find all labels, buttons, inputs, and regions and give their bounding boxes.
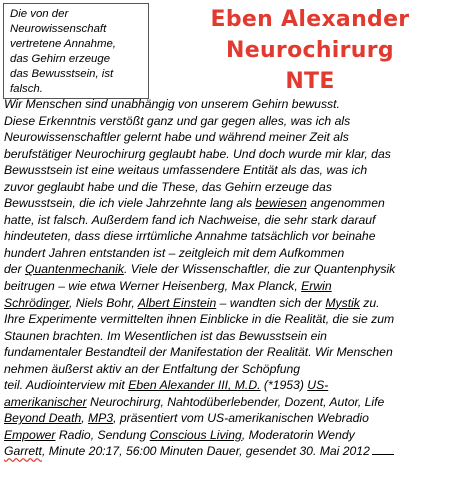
body-line: nehmen äußerst aktiv an der Entfaltung der Schöpfung <box>4 361 301 376</box>
link-erwin-schroedinger[interactable]: Erwin <box>301 279 332 294</box>
quote-line: das Bewusstsein, ist <box>10 68 114 80</box>
title-name: Eben Alexander <box>210 7 410 32</box>
spellcheck-word: Garrett <box>4 444 42 459</box>
link-empower[interactable]: Empower <box>4 427 56 442</box>
page-title <box>170 4 450 97</box>
quote-line: vertretene Annahme, <box>10 38 116 50</box>
body-line: Neurowissenschaftler gelernt habe und während meiner Zeit als <box>4 130 349 145</box>
body-line: berufstätiger Neurochirurg geglaubt habe. Und doch wurde mir klar, das <box>4 146 391 161</box>
body-line: zuvor geglaubt habe und die These, das Gehirn erzeuge das <box>4 179 332 194</box>
body-line <box>4 295 456 312</box>
body-line <box>4 261 456 278</box>
body-line <box>4 195 456 212</box>
link-life-beyond-death[interactable]: Beyond Death <box>4 411 82 426</box>
body-text-segment: , Minute 20:17, 56:00 Minuten Dauer, gesendet 30. Mai 2012 <box>41 444 370 459</box>
body-text-segment: , <box>81 411 89 426</box>
link-quantenmechanik[interactable]: Quantenmechanik <box>25 262 124 277</box>
link-mystik[interactable]: Mystik <box>325 295 360 310</box>
body-line: hatte, ist falsch. Außerdem fand ich Nachweise, die sehr stark darauf <box>4 212 376 227</box>
body-text-segment: angenommen <box>306 196 385 211</box>
link-conscious-living[interactable]: Conscious Living <box>149 427 242 442</box>
body-line: hindeuteten, dass diese irrtümliche Annahme tatsächlich vor beinahe <box>4 229 376 244</box>
body-text-segment: (*1953) <box>260 378 308 393</box>
body-text-segment: beitrugen – wie etwa Werner Heisenberg, Max Planck, <box>4 279 302 294</box>
quote-line: Die von der <box>10 8 69 20</box>
body-line <box>4 278 456 295</box>
link-erwin-schroedinger[interactable]: Schrödinger <box>4 295 70 310</box>
body-line <box>4 394 456 411</box>
body-text-segment: , Niels Bohr, <box>69 295 138 310</box>
body-text-segment: Bewusstsein, die ich viele Jahrzehnte lang als <box>4 196 256 211</box>
body-line <box>4 410 456 427</box>
body-text-segment: , präsentiert vom US-amerikanischen Webradio <box>113 411 369 426</box>
link-bewiesen[interactable]: bewiesen <box>255 196 307 211</box>
body-text-segment: Neurochirurg, Nahtodüberlebender, Dozent, Autor, Life <box>86 394 385 409</box>
link-albert-einstein[interactable]: Albert Einstein <box>137 295 217 310</box>
body-text-segment: Radio, Sendung <box>55 427 150 442</box>
quote-box <box>3 3 149 99</box>
body-text-segment: teil. Audiointerview mit <box>4 378 129 393</box>
link-us-amerikanischer[interactable]: amerikanischer <box>4 394 87 409</box>
quote-line: Neurowissenschaft <box>10 23 107 35</box>
quote-line: das Gehirn erzeuge <box>10 53 111 65</box>
body-text-segment: , Moderatorin Wendy <box>241 427 355 442</box>
body-text-segment: der <box>4 262 26 277</box>
body-line <box>4 377 456 394</box>
body-line: hundert Jahren entstanden ist – zeitgleich mit dem Aufkommen <box>4 245 345 260</box>
quote-line: falsch. <box>10 83 43 95</box>
end-rule <box>372 445 394 455</box>
body-paragraph <box>4 96 456 460</box>
link-mp3[interactable]: MP3 <box>88 411 114 426</box>
title-topic: NTE <box>285 69 335 94</box>
link-us-amerikanischer[interactable]: US- <box>307 378 329 393</box>
body-text-segment: – wandten sich der <box>216 295 326 310</box>
title-profession: Neurochirurg <box>226 38 394 63</box>
body-line <box>4 443 456 460</box>
body-text-segment: zu. <box>359 295 380 310</box>
body-line: Ihre Experimente vermittelten ihnen Einblicke in die Realität, die sie zum <box>4 312 395 327</box>
body-line <box>4 427 456 444</box>
body-line: Wir Menschen sind unabhängig von unserem Gehirn bewusst. <box>4 97 340 111</box>
body-text-segment: . Viele der Wissenschaftler, die zur Quantenphysik <box>123 262 396 277</box>
link-eben-alexander[interactable]: Eben Alexander III, M.D. <box>128 378 261 393</box>
body-line: Diese Erkenntnis verstößt ganz und gar gegen alles, was ich als <box>4 113 351 128</box>
body-line: Bewusstsein ist eine weitaus umfassendere Entität als das, was ich <box>4 163 368 178</box>
body-line: Staunen brachten. Im Wesentlichen ist das Bewusstsein ein <box>4 328 327 343</box>
body-line: fundamentaler Bestandteil der Manifestation der Realität. Wir Menschen <box>4 345 393 360</box>
